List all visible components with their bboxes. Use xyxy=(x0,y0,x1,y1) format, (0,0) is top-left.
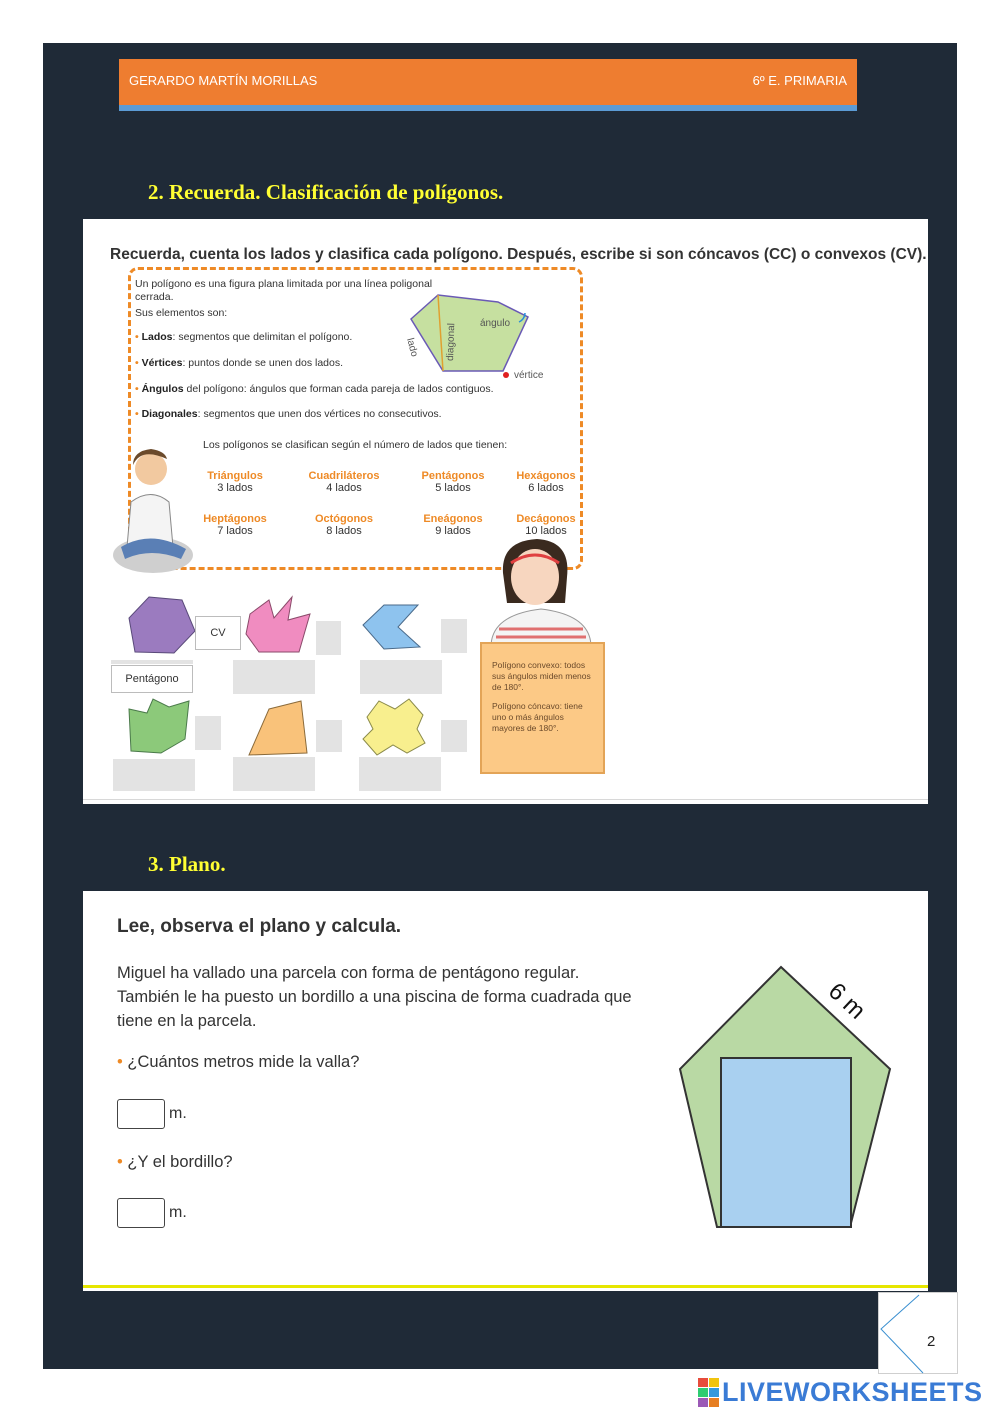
name-box-2[interactable] xyxy=(233,660,315,694)
course-label: 6º E. PRIMARIA xyxy=(752,73,847,88)
class-decagonos: Decágonos 10 lados xyxy=(516,513,576,537)
elements-label: Sus elementos son: xyxy=(135,307,228,319)
boy-illustration xyxy=(111,447,196,577)
valla-answer-input[interactable] xyxy=(117,1099,165,1129)
pentagon-plan-figure xyxy=(675,957,895,1237)
question-bordillo: • ¿Y el bordillo? xyxy=(117,1153,233,1171)
header-bar xyxy=(119,59,857,111)
bullet-vertices: • Vértices: puntos donde se unen dos lados. xyxy=(135,357,344,369)
polygon-orange xyxy=(243,697,313,759)
valla-unit: m. xyxy=(169,1105,187,1122)
class-triangulos: Triángulos 3 lados xyxy=(207,470,263,494)
answer-box-6[interactable] xyxy=(441,720,467,752)
polygon-yellow xyxy=(361,695,431,757)
yellow-divider xyxy=(83,1285,928,1288)
bullet-lados: • Lados: segmentos que delimitan el polígono. xyxy=(135,331,353,343)
polygon-green xyxy=(125,695,195,757)
question-valla: • ¿Cuántos metros mide la valla? xyxy=(117,1053,360,1071)
answer-box-5[interactable] xyxy=(316,720,342,752)
liveworksheets-brand[interactable]: LIVEWORKSHEETS xyxy=(722,1377,983,1407)
plan-problem-text: Miguel ha vallado una parcela con forma de pentágono regular. También le ha puesto un bordillo a una piscina de forma cuadrada que tiene en la parcela. xyxy=(117,964,632,1030)
class-cuadrilateros: Cuadriláteros 4 lados xyxy=(308,470,380,494)
answer-box-cv[interactable]: CV xyxy=(195,616,241,650)
page-number: 2 xyxy=(927,1333,936,1350)
side-length-label: 6 m xyxy=(822,977,871,1025)
page-number-card xyxy=(878,1292,958,1374)
section-3-title: 3. Plano. xyxy=(148,852,226,876)
answer-box-3[interactable] xyxy=(441,619,467,653)
section-2-title: 2. Recuerda. Clasificación de polígonos. xyxy=(148,180,504,204)
name-box-pentagono[interactable]: Pentágono xyxy=(111,665,193,693)
name-box-5[interactable] xyxy=(233,757,315,791)
bullet-angulos: • Ángulos del polígono: ángulos que forman cada pareja de lados contiguos. xyxy=(135,383,494,395)
exercise-instruction: Recuerda, cuenta los lados y clasifica cada polígono. Después, escribe si son cóncavos (CC) o convexos (CV). xyxy=(110,246,927,263)
class-heptagonos: Heptágonos 7 lados xyxy=(203,513,267,537)
girl-illustration xyxy=(471,537,611,647)
name-box-3[interactable] xyxy=(360,660,442,694)
label-vertice: vértice xyxy=(514,370,544,381)
class-hexagonos: Hexágonos 6 lados xyxy=(516,470,576,494)
concave-definition: Polígono cóncavo: tiene uno o más ángulos mayores de 180°. xyxy=(492,701,583,733)
answer-box-4[interactable] xyxy=(195,716,221,750)
convex-definition: Polígono convexo: todos sus ángulos miden menos de 180°. xyxy=(492,660,591,692)
label-diagonal: diagonal xyxy=(445,322,458,362)
polygon-purple xyxy=(127,594,197,656)
polygon-classification-panel xyxy=(83,219,928,804)
bordillo-answer-input[interactable] xyxy=(117,1198,165,1228)
polygon-pink xyxy=(244,594,314,656)
name-box-line xyxy=(111,660,193,664)
bordillo-unit: m. xyxy=(169,1204,187,1221)
name-box-6[interactable] xyxy=(359,757,441,791)
polygon-definition: Un polígono es una figura plana limitada por una línea poligonal cerrada. xyxy=(135,278,433,303)
class-eneagonos: Eneágonos 9 lados xyxy=(423,513,483,537)
bullet-diagonales: • Diagonales: segmentos que unen dos vértices no consecutivos. xyxy=(135,408,442,420)
panel-bottom-rule xyxy=(83,799,928,800)
class-octogonos: Octógonos 8 lados xyxy=(314,513,374,537)
author-name: GERARDO MARTÍN MORILLAS xyxy=(129,73,318,88)
polygon-elements-figure xyxy=(403,289,553,389)
plan-heading: Lee, observa el plano y calcula. xyxy=(117,916,402,937)
answer-box-2[interactable] xyxy=(316,621,341,655)
class-pentagonos: Pentágonos 5 lados xyxy=(421,470,485,494)
label-lado: lado xyxy=(404,336,420,359)
classify-intro: Los polígonos se clasifican según el número de lados que tienen: xyxy=(203,439,508,451)
liveworksheets-logo-icon xyxy=(698,1378,720,1408)
polygon-blue xyxy=(360,601,430,653)
name-box-4[interactable] xyxy=(113,759,195,791)
label-angulo: ángulo xyxy=(480,318,511,329)
plan-panel xyxy=(83,891,928,1291)
polygon-types-card xyxy=(480,642,605,774)
